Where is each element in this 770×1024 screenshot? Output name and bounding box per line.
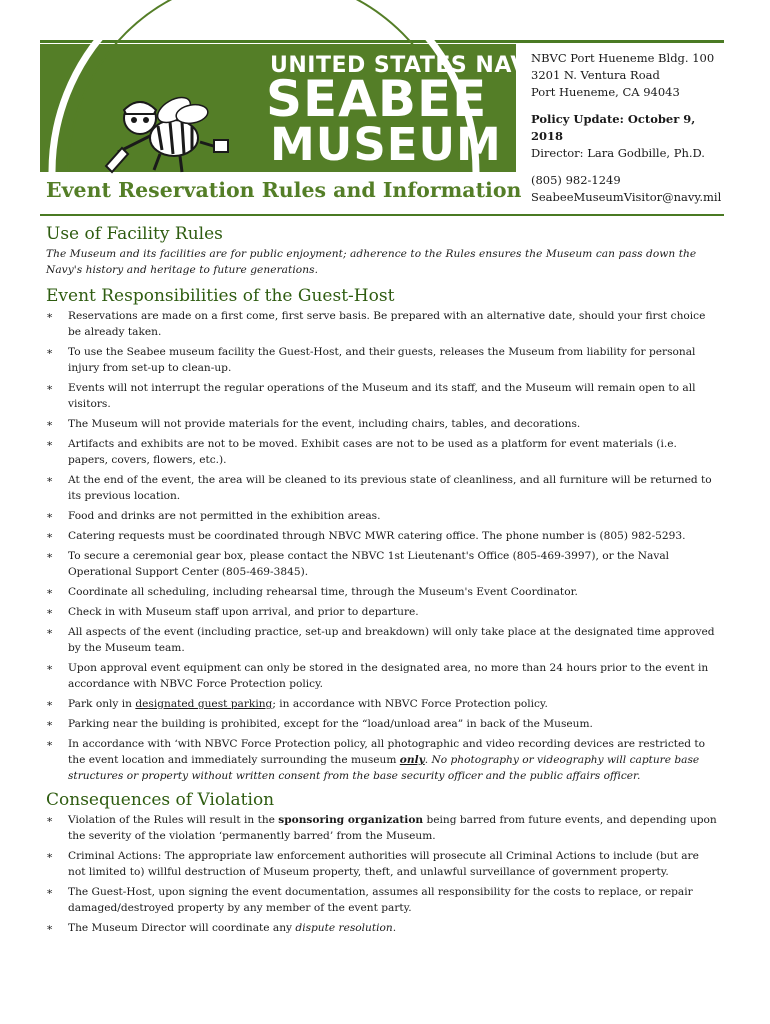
logo-line-1: UNITED STATES NAVY <box>270 53 545 78</box>
bullet-icon: ∗ <box>46 346 54 358</box>
address-line-3: Port Hueneme, CA 94043 <box>531 85 680 99</box>
list-item: ∗ Criminal Actions: The appropriate law enforcement authorities will prosecute all Criminal Actions to include (but are not limited to) willful destruction of Museum property, theft, and unlawful surveillance of government property. <box>46 850 699 878</box>
main-content <box>46 220 718 940</box>
bullet-icon: ∗ <box>46 474 54 486</box>
list-item: ∗ Events will not interrupt the regular operations of the Museum and its staff, and the Museum will remain open to all visitors. <box>46 382 696 410</box>
list-item: ∗ Artifacts and exhibits are not to be moved. Exhibit cases are not to be used as a platform for event materials (i.e. papers, covers, flowers, etc.). <box>46 438 677 466</box>
consequences-list <box>46 812 718 936</box>
bullet-icon: ∗ <box>46 850 54 862</box>
list-item: ∗ Reservations are made on a first come, first serve basis. Be prepared with an alternative date, should your first choice be already taken. <box>46 310 706 338</box>
logo-line-2: SEABEE <box>266 70 488 128</box>
bullet-icon: ∗ <box>46 510 54 522</box>
list-item: ∗ The Guest-Host, upon signing the event documentation, assumes all responsibility for the costs to replace, or repair damaged/destroyed property by any member of the event party. <box>46 886 693 914</box>
bullet-icon: ∗ <box>46 626 54 638</box>
page-title: Event Reservation Rules and Information <box>46 178 522 202</box>
bullet-icon: ∗ <box>46 310 54 322</box>
title-rule <box>40 214 724 216</box>
bullet-icon: ∗ <box>46 698 54 710</box>
address-line-2: 3201 N. Ventura Road <box>531 68 660 82</box>
only-emphasis: only <box>399 754 425 766</box>
bullet-icon: ∗ <box>46 530 54 542</box>
bullet-icon: ∗ <box>46 886 54 898</box>
list-item: ∗ Check in with Museum staff upon arrival, and prior to departure. <box>46 606 419 618</box>
policy-update: Policy Update: October 9, 2018 <box>531 112 696 143</box>
bullet-icon: ∗ <box>46 586 54 598</box>
sponsoring-organization: sponsoring organization <box>278 814 424 826</box>
guest-parking-link[interactable]: designated guest parking <box>135 698 273 710</box>
top-rule <box>40 40 724 43</box>
bullet-icon: ∗ <box>46 738 54 750</box>
email[interactable]: SeabeeMuseumVisitor@navy.mil <box>531 190 722 204</box>
responsibilities-list <box>46 308 718 784</box>
bullet-icon: ∗ <box>46 718 54 730</box>
dispute-resolution: dispute resolution <box>295 922 393 934</box>
list-item: ∗ Upon approval event equipment can only be stored in the designated area, no more than 24 hours prior to the event in accordance with NBVC Force Protection policy. <box>46 662 709 690</box>
list-item: ∗ Park only in designated guest parking; in accordance with NBVC Force Protection policy. <box>46 698 548 710</box>
list-item: ∗ Coordinate all scheduling, including rehearsal time, through the Museum's Event Coordinator. <box>46 586 578 598</box>
responsibilities-heading: Event Responsibilities of the Guest-Host <box>46 286 395 306</box>
list-item: ∗ Violation of the Rules will result in the sponsoring organization being barred from future events, and depending upon the severity of the violation ‘permanently barred’ from the Museum. <box>46 814 717 842</box>
contact-block <box>531 50 731 206</box>
museum-logo <box>40 44 545 172</box>
list-item: ∗ The Museum Director will coordinate any dispute resolution. <box>46 922 397 934</box>
list-item: ∗ To use the Seabee museum facility the Guest-Host, and their guests, releases the Museum from liability for personal injury from set-up to clean-up. <box>46 346 696 374</box>
bullet-icon: ∗ <box>46 662 54 674</box>
list-item: ∗ Food and drinks are not permitted in the exhibition areas. <box>46 510 381 522</box>
bullet-icon: ∗ <box>46 550 54 562</box>
consequences-heading: Consequences of Violation <box>46 790 275 810</box>
list-item: ∗ The Museum will not provide materials for the event, including chairs, tables, and decorations. <box>46 418 581 430</box>
director: Director: Lara Godbille, Ph.D. <box>531 146 705 160</box>
list-item: ∗ To secure a ceremonial gear box, please contact the NBVC 1st Lieutenant's Office (805-469-3997), or the Naval Operational Support Center (805-469-3845). <box>46 550 670 578</box>
bullet-icon: ∗ <box>46 418 54 430</box>
phone: (805) 982-1249 <box>531 173 621 187</box>
list-item: ∗ In accordance with ‘with NBVC Force Protection policy, all photographic and video recording devices are restricted to the event location and immediately surrounding the museum only. No photography or videography will capture base structures or property without written consent from the base security officer and the public affairs officer. <box>46 738 706 782</box>
facility-heading: Use of Facility Rules <box>46 224 223 244</box>
bullet-icon: ∗ <box>46 382 54 394</box>
list-item: ∗ All aspects of the event (including practice, set-up and breakdown) will only take place at the designated time approved by the Museum team. <box>46 626 715 654</box>
bullet-icon: ∗ <box>46 606 54 618</box>
bullet-icon: ∗ <box>46 814 54 826</box>
list-item: ∗ At the end of the event, the area will be cleaned to its previous state of cleanliness, and all furniture will be returned to its previous location. <box>46 474 712 502</box>
facility-intro: The Museum and its facilities are for public enjoyment; adherence to the Rules ensures the Museum can pass down the Navy's history and heritage to future generations. <box>46 248 697 276</box>
address-line-1: NBVC Port Hueneme Bldg. 100 <box>531 51 715 65</box>
bullet-icon: ∗ <box>46 922 54 934</box>
logo-line-3: MUSEUM <box>270 118 502 171</box>
bullet-icon: ∗ <box>46 438 54 450</box>
list-item: ∗ Parking near the building is prohibited, except for the “load/unload area” in back of the Museum. <box>46 718 593 730</box>
list-item: ∗ Catering requests must be coordinated through NBVC MWR catering office. The phone number is (805) 982-5293. <box>46 530 686 542</box>
